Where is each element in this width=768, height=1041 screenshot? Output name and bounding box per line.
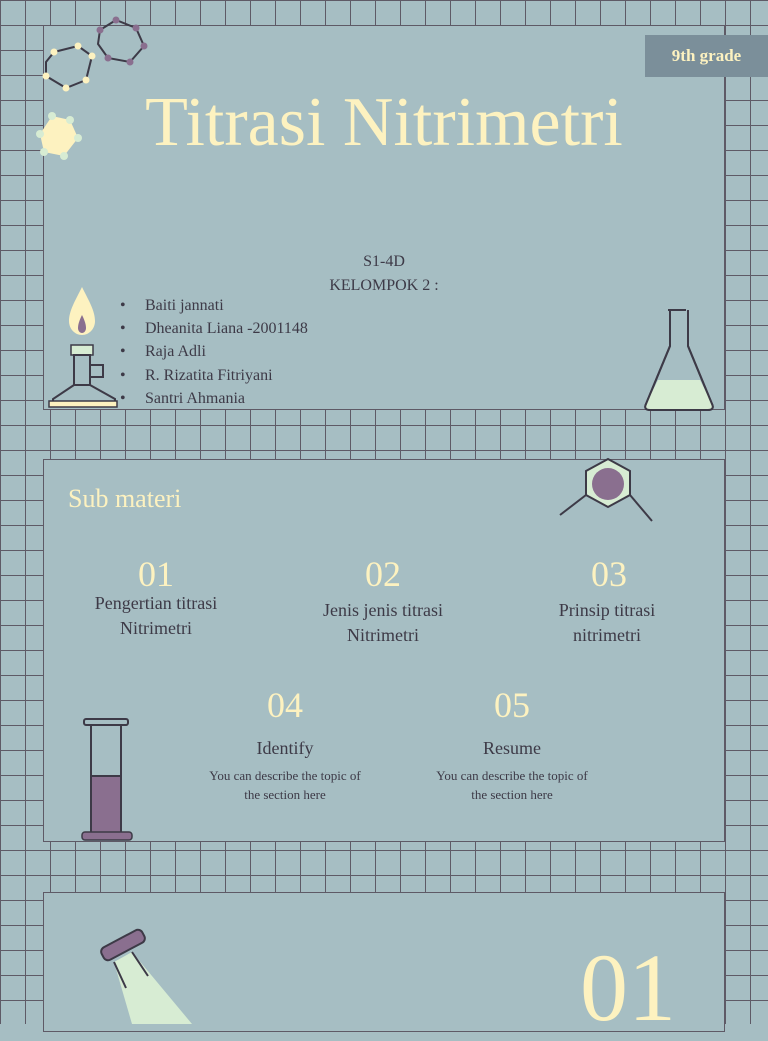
benzene-icon xyxy=(556,455,656,525)
class-code: S1-4D xyxy=(363,253,405,270)
test-tube-icon xyxy=(92,926,202,1024)
topic-description: You can describe the topic of the section here xyxy=(209,768,361,802)
member-list xyxy=(120,294,308,410)
list-item: • Dheanita Liana -2001148 xyxy=(120,317,308,340)
topic-number: 04 xyxy=(267,685,303,725)
topic-number: 02 xyxy=(365,554,401,594)
group-label: KELOMPOK 2 : xyxy=(329,277,439,294)
list-item: • Baiti jannati xyxy=(120,294,308,317)
graduated-cylinder-icon xyxy=(78,716,138,844)
flask-icon xyxy=(640,306,720,412)
topic-title: Resume xyxy=(483,738,541,758)
topic-number: 03 xyxy=(591,554,627,594)
list-item: • Santri Ahmania xyxy=(120,387,308,410)
topic-description: You can describe the topic of the section here xyxy=(436,768,588,802)
topic-number: 01 xyxy=(138,554,174,594)
topic-label: Pengertian titrasi Nitrimetri xyxy=(94,593,218,638)
list-item: • Raja Adli xyxy=(120,340,308,363)
grade-badge: 9th grade xyxy=(645,35,768,77)
topic-title: Identify xyxy=(256,738,314,758)
bunsen-burner-icon xyxy=(45,283,120,411)
section-number: 01 xyxy=(580,934,676,1041)
list-item: • R. Rizatita Fitriyani xyxy=(120,364,308,387)
topic-label: Jenis jenis titrasi Nitrimetri xyxy=(323,600,443,645)
section-title: Sub materi xyxy=(68,484,182,513)
page-title: Titrasi Nitrimetri xyxy=(145,84,623,161)
topic-label: Prinsip titrasi nitrimetri xyxy=(558,600,656,645)
topic-number: 05 xyxy=(494,685,530,725)
